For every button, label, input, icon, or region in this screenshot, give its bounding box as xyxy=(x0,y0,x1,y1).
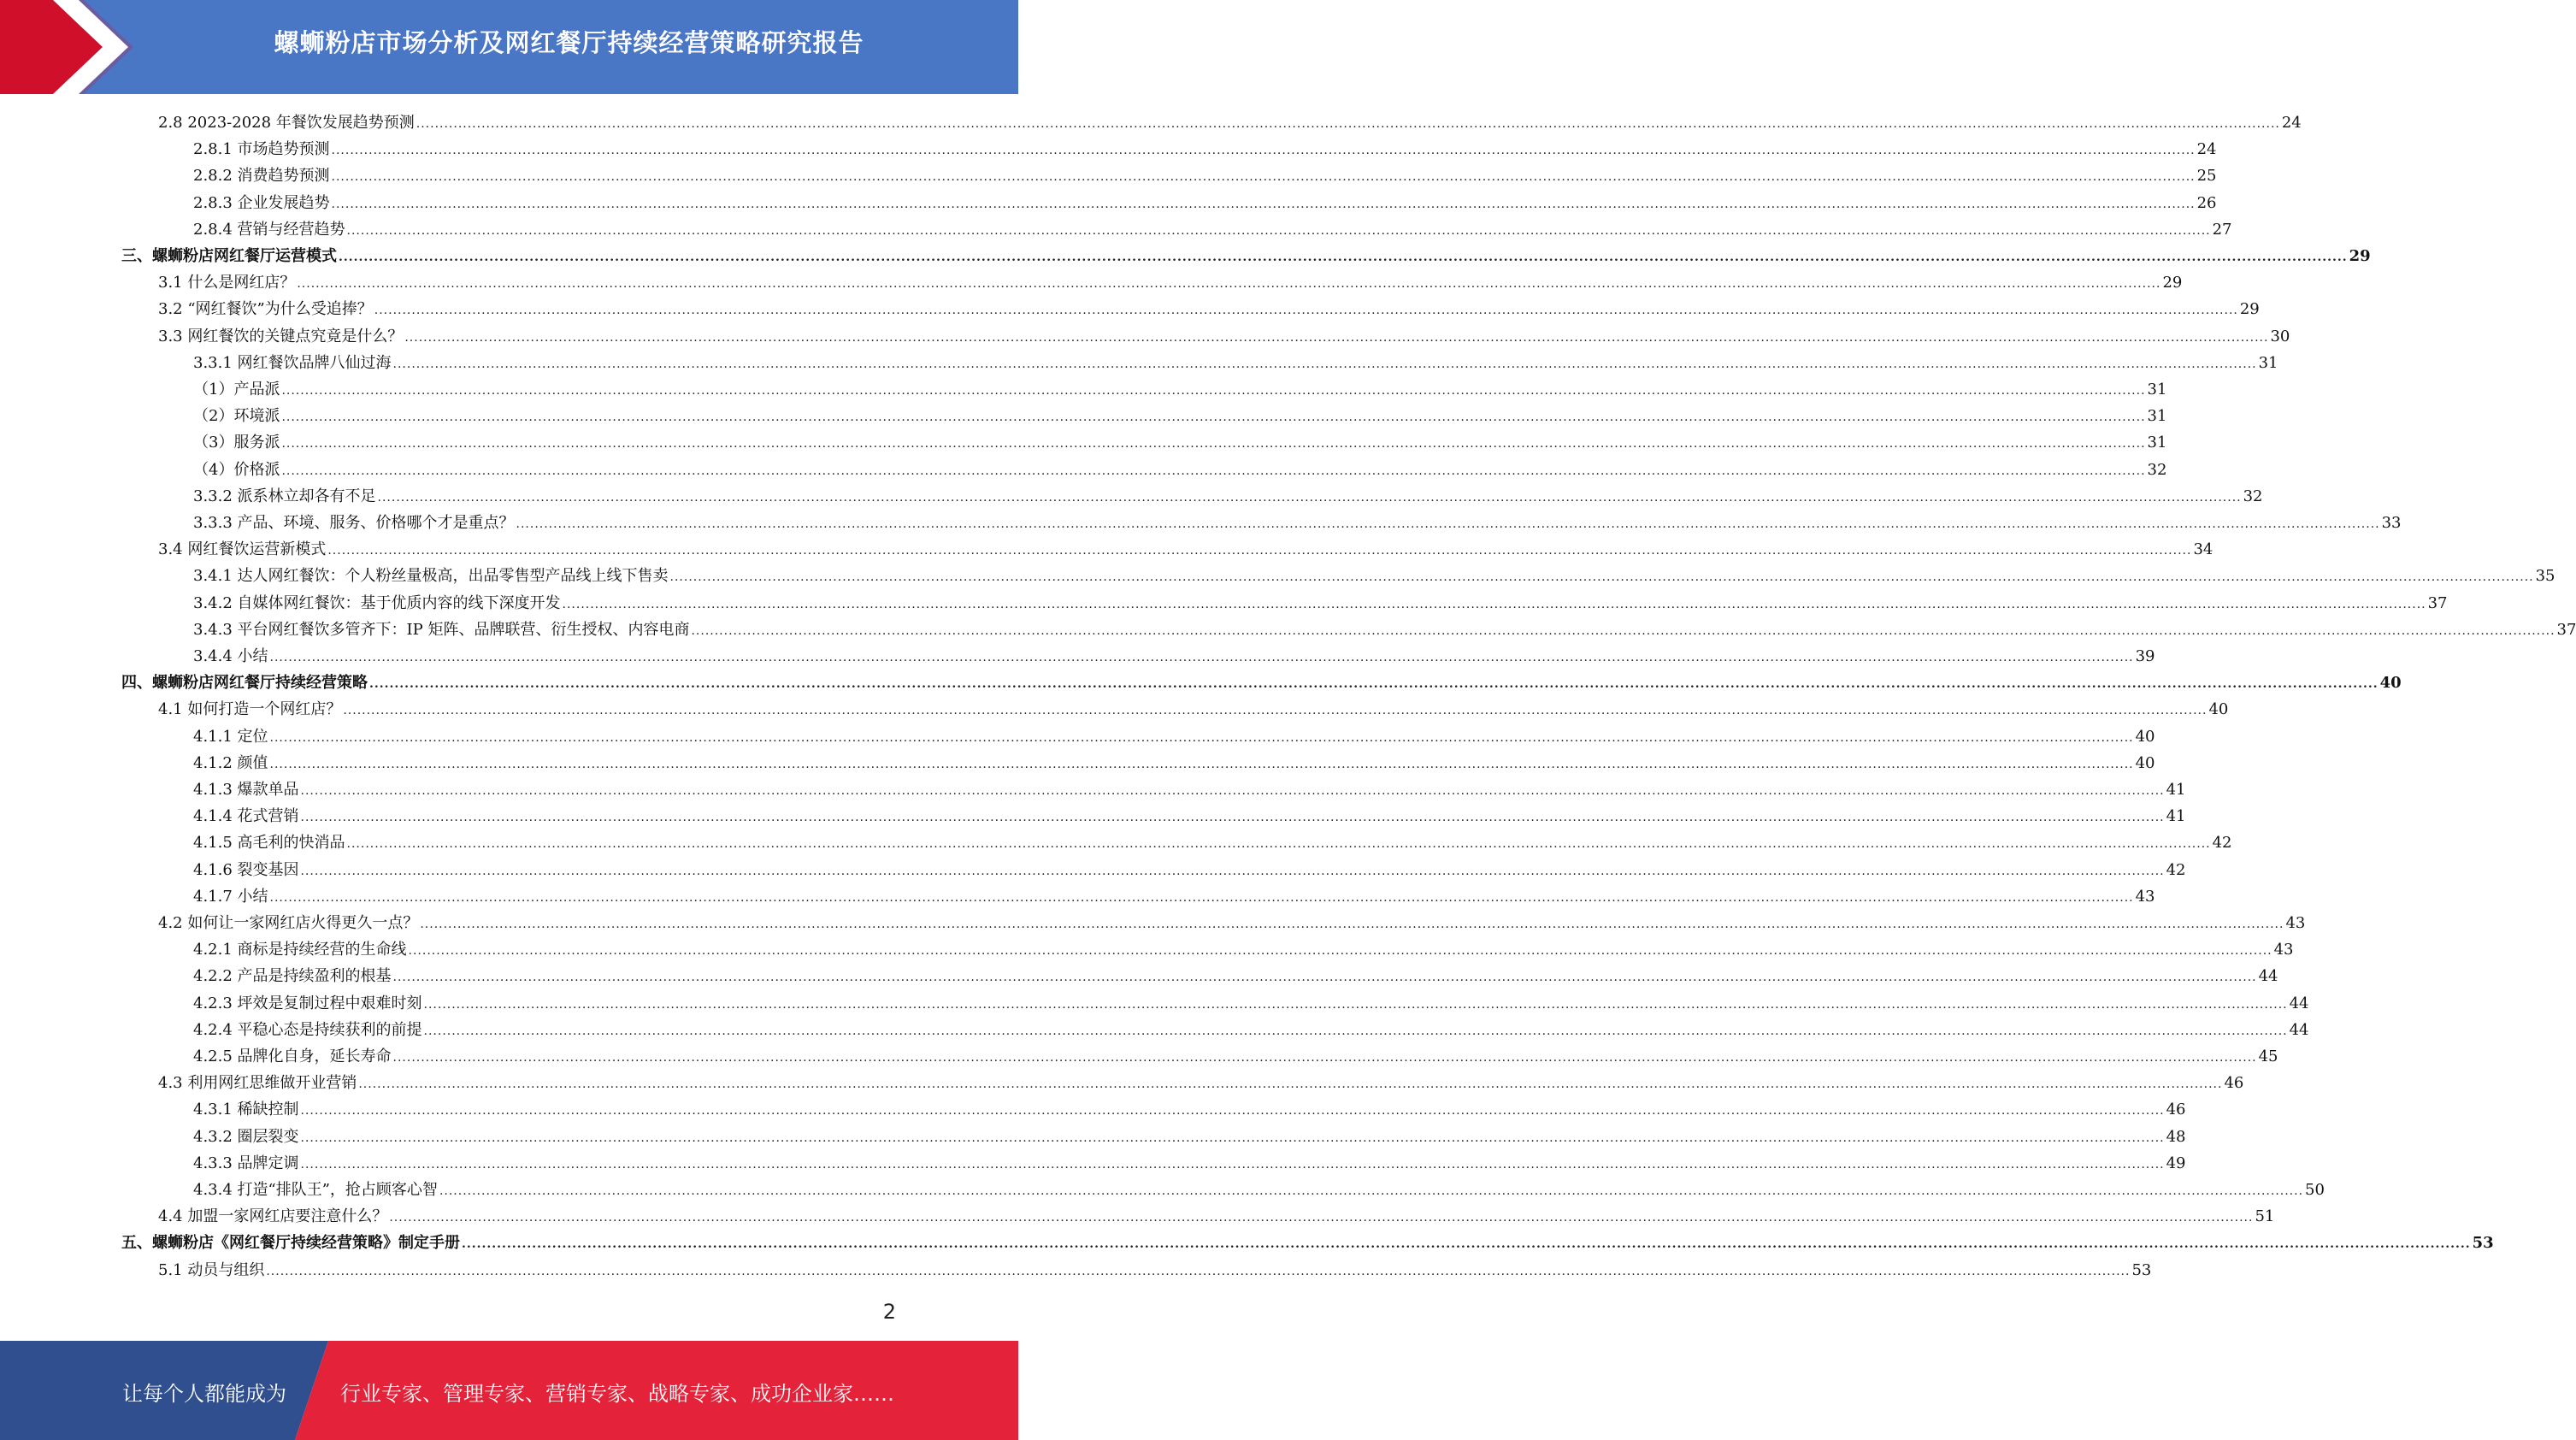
toc-leader-dots: ................................................................................................................................................................................................................................................................................................................................................................................................................ xyxy=(392,971,2257,985)
toc-entry-label: 4.2.5 品牌化自身，延长寿命 xyxy=(193,1048,392,1065)
toc-entry-page: 31 xyxy=(2147,434,2167,452)
toc-leader-dots: ................................................................................................................................................................................................................................................................................................................................................................................................................ xyxy=(281,410,2146,425)
toc-entry[interactable] xyxy=(193,776,2186,803)
toc-entry[interactable] xyxy=(193,1043,2278,1070)
toc-entry[interactable] xyxy=(193,457,2167,483)
toc-leader-dots: ................................................................................................................................................................................................................................................................................................................................................................................................................ xyxy=(300,784,2165,798)
toc-entry-label: 五、螺蛳粉店《网红餐厅持续经营策略》制定手册 xyxy=(121,1234,460,1253)
toc-entry-page: 40 xyxy=(2135,753,2155,772)
toc-leader-dots: ................................................................................................................................................................................................................................................................................................................................................................................................................ xyxy=(420,918,2284,931)
toc-entry-page: 31 xyxy=(2147,381,2167,398)
toc-entry-label: 3.3 网红餐饮的关键点究竟是什么？ xyxy=(158,327,404,345)
toc-entry[interactable] xyxy=(193,963,2278,989)
toc-entry-label: 4.2 如何让一家网红店火得更久一点？ xyxy=(158,914,419,932)
toc-entry-label: 4.3 利用网红思维做开业营销 xyxy=(158,1074,357,1093)
toc-entry-label: 2.8.1 市场趋势预测 xyxy=(193,140,330,159)
toc-leader-dots: ................................................................................................................................................................................................................................................................................................................................................................................................................ xyxy=(269,651,2134,664)
toc-entry-page: 44 xyxy=(2258,967,2278,986)
toc-leader-dots: ................................................................................................................................................................................................................................................................................................................................................................................................................ xyxy=(408,944,2272,959)
toc-entry-page: 33 xyxy=(2381,514,2402,532)
toc-entry[interactable] xyxy=(158,1203,2275,1230)
toc-entry-label: 3.3.3 产品、环境、服务、价格哪个才是重点？ xyxy=(193,514,515,532)
footer-slogan-left: 让每个人都能成为 xyxy=(122,1382,286,1406)
toc-entry-page: 43 xyxy=(2273,941,2294,959)
toc-entry-page: 35 xyxy=(2535,567,2555,586)
toc-leader-dots: ................................................................................................................................................................................................................................................................................................................................................................................................................ xyxy=(423,1024,2288,1038)
toc-entry-page: 30 xyxy=(2270,327,2290,345)
toc-entry-label: 3.4.3 平台网红餐饮多管齐下：IP 矩阵、品牌联营、衍生授权、内容电商 xyxy=(193,620,690,639)
toc-entry-label: 4.3.1 稀缺控制 xyxy=(193,1101,299,1119)
toc-entry-page: 37 xyxy=(2427,593,2448,612)
toc-entry[interactable] xyxy=(193,643,2155,670)
toc-entry-label: 4.1.2 颜值 xyxy=(193,753,268,772)
toc-leader-dots: ................................................................................................................................................................................................................................................................................................................................................................................................................ xyxy=(669,570,2534,585)
toc-leader-dots: ................................................................................................................................................................................................................................................................................................................................................................................................................ xyxy=(377,490,2242,505)
toc-entry-label: 四、螺蛳粉店网红餐厅持续经营策略 xyxy=(121,674,368,693)
toc-entry-label: （4）价格派 xyxy=(193,460,280,479)
toc-entry[interactable] xyxy=(193,617,2576,643)
toc-leader-dots: ................................................................................................................................................................................................................................................................................................................................................................................................................ xyxy=(269,757,2134,771)
toc-entry-label: 4.1.1 定位 xyxy=(193,727,268,746)
toc-leader-dots: ................................................................................................................................................................................................................................................................................................................................................................................................................ xyxy=(331,144,2196,158)
toc-entry-page: 53 xyxy=(2472,1234,2494,1253)
toc-entry[interactable] xyxy=(193,1096,2186,1123)
toc-entry[interactable] xyxy=(193,883,2155,910)
toc-entry-page: 32 xyxy=(2147,460,2167,479)
toc-entry[interactable] xyxy=(158,296,2260,322)
toc-entry[interactable] xyxy=(193,563,2555,589)
toc-entry-page: 41 xyxy=(2166,781,2186,799)
toc-entry-page: 48 xyxy=(2166,1127,2186,1146)
toc-entry-label: 5.1 动员与组织 xyxy=(158,1260,265,1279)
toc-entry-page: 29 xyxy=(2349,247,2371,265)
toc-entry-page: 40 xyxy=(2208,700,2229,719)
toc-entry-label: （1）产品派 xyxy=(193,381,280,398)
toc-entry-label: （2）环境派 xyxy=(193,407,280,426)
toc-entry-label: 3.4.2 自媒体网红餐饮：基于优质内容的线下深度开发 xyxy=(193,593,561,612)
toc-leader-dots: ................................................................................................................................................................................................................................................................................................................................................................................................................ xyxy=(300,864,2165,878)
toc-entry[interactable] xyxy=(193,510,2402,536)
toc-entry-page: 31 xyxy=(2258,353,2278,372)
toc-entry-page: 41 xyxy=(2166,807,2186,826)
toc-entry[interactable] xyxy=(193,136,2217,162)
toc-leader-dots: ................................................................................................................................................................................................................................................................................................................................................................................................................ xyxy=(392,1051,2257,1065)
toc-leader-dots: ................................................................................................................................................................................................................................................................................................................................................................................................................ xyxy=(389,1211,2254,1225)
toc-entry-label: 4.2.4 平稳心态是持续获利的前提 xyxy=(193,1020,422,1039)
toc-entry-label: 2.8 2023-2028 年餐饮发展趋势预测 xyxy=(158,114,415,132)
toc-entry-page: 44 xyxy=(2289,1020,2309,1039)
report-title: 螺蛳粉店市场分析及网红餐厅持续经营策略研究报告 xyxy=(274,28,864,57)
toc-leader-dots: ................................................................................................................................................................................................................................................................................................................................................................................................................ xyxy=(269,730,2134,745)
toc-entry-page: 37 xyxy=(2556,620,2576,639)
toc-entry-page: 45 xyxy=(2258,1048,2278,1065)
toc-entry[interactable] xyxy=(193,1124,2186,1150)
toc-entry-label: 3.4 网红餐饮运营新模式 xyxy=(158,540,327,559)
toc-entry-label: 3.3.2 派系林立却各有不足 xyxy=(193,487,376,505)
toc-entry-page: 46 xyxy=(2224,1074,2244,1093)
toc-entry-page: 31 xyxy=(2147,407,2167,426)
toc-entry-page: 42 xyxy=(2212,834,2232,853)
toc-entry-label: 2.8.3 企业发展趋势 xyxy=(193,193,330,212)
toc-entry-page: 40 xyxy=(2379,674,2402,693)
toc-entry-page: 26 xyxy=(2196,193,2217,212)
toc-entry[interactable] xyxy=(158,323,2290,350)
toc-entry[interactable] xyxy=(193,216,2232,243)
toc-entry-label: 4.1.7 小结 xyxy=(193,887,268,906)
page-footer xyxy=(0,1341,1018,1440)
toc-entry-page: 24 xyxy=(2196,140,2217,159)
toc-leader-dots: ................................................................................................................................................................................................................................................................................................................................................................................................................ xyxy=(346,223,2211,238)
toc-entry-label: 2.8.4 营销与经营趋势 xyxy=(193,220,345,239)
toc-entry-page: 40 xyxy=(2135,727,2155,746)
toc-entry[interactable] xyxy=(193,162,2217,189)
toc-entry-label: 4.2.1 商标是持续经营的生命线 xyxy=(193,941,407,959)
toc-entry[interactable] xyxy=(121,1230,2494,1256)
toc-entry[interactable] xyxy=(193,350,2278,376)
toc-entry-label: 4.1 如何打造一个网红店？ xyxy=(158,700,342,719)
toc-entry[interactable] xyxy=(158,1070,2244,1096)
page-header xyxy=(0,0,1018,94)
toc-entry-label: 4.2.2 产品是持续盈利的根基 xyxy=(193,967,392,986)
toc-leader-dots: ................................................................................................................................................................................................................................................................................................................................................................................................................ xyxy=(691,623,2555,638)
toc-entry[interactable] xyxy=(193,429,2167,456)
toc-leader-dots: ................................................................................................................................................................................................................................................................................................................................................................................................................ xyxy=(423,997,2288,1012)
toc-entry-page: 49 xyxy=(2166,1154,2186,1172)
page-number: 2 xyxy=(882,1300,896,1324)
toc-entry-page: 25 xyxy=(2196,167,2217,186)
toc-entry-page: 27 xyxy=(2212,220,2232,239)
toc-entry[interactable] xyxy=(193,376,2167,403)
toc-leader-dots: ................................................................................................................................................................................................................................................................................................................................................................................................................ xyxy=(300,811,2165,825)
toc-entry[interactable] xyxy=(121,670,2402,696)
toc-entry-label: 3.1 什么是网红店？ xyxy=(158,274,296,292)
toc-entry-label: 4.2.3 坪效是复制过程中艰难时刻 xyxy=(193,994,422,1012)
toc-entry-label: 3.4.1 达人网红餐饮：个人粉丝量极高，出品零售型产品线上线下售卖 xyxy=(193,567,669,586)
toc-entry[interactable] xyxy=(193,1017,2309,1043)
toc-entry[interactable] xyxy=(121,243,2371,269)
toc-entry-label: 4.1.3 爆款单品 xyxy=(193,781,299,799)
toc-entry-page: 42 xyxy=(2166,860,2186,879)
toc-entry-label: 4.3.3 品牌定调 xyxy=(193,1154,299,1172)
toc-leader-dots: ................................................................................................................................................................................................................................................................................................................................................................................................................ xyxy=(327,544,2192,558)
footer-slogan-right: 行业专家、管理专家、营销专家、战略专家、成功企业家…… xyxy=(340,1382,894,1406)
toc-leader-dots: ................................................................................................................................................................................................................................................................................................................................................................................................................ xyxy=(404,330,2269,345)
toc-leader-dots: ................................................................................................................................................................................................................................................................................................................................................................................................................ xyxy=(416,117,2280,131)
toc-entry[interactable] xyxy=(158,1257,2152,1284)
toc-entry-label: 4.1.4 花式营销 xyxy=(193,807,299,826)
toc-leader-dots: ................................................................................................................................................................................................................................................................................................................................................................................................................ xyxy=(297,277,2161,292)
toc-entry-label: 4.3.4 打造“排队王”，抢占顾客心智 xyxy=(193,1181,438,1199)
toc-entry[interactable] xyxy=(158,269,2183,296)
toc-entry[interactable] xyxy=(193,829,2232,856)
toc-leader-dots: ................................................................................................................................................................................................................................................................................................................................................................................................................ xyxy=(462,1237,2471,1252)
toc-entry-label: 4.4 加盟一家网红店要注意什么？ xyxy=(158,1207,388,1226)
toc-leader-dots: ................................................................................................................................................................................................................................................................................................................................................................................................................ xyxy=(374,304,2238,318)
toc-leader-dots: ................................................................................................................................................................................................................................................................................................................................................................................................................ xyxy=(281,384,2146,398)
toc-leader-dots: ................................................................................................................................................................................................................................................................................................................................................................................................................ xyxy=(392,357,2257,371)
toc-entry-page: 44 xyxy=(2289,994,2309,1012)
toc-leader-dots: ................................................................................................................................................................................................................................................................................................................................................................................................................ xyxy=(346,837,2211,852)
toc-leader-dots: ................................................................................................................................................................................................................................................................................................................................................................................................................ xyxy=(358,1077,2223,1092)
toc-entry-page: 46 xyxy=(2166,1101,2186,1119)
toc-entry[interactable] xyxy=(193,803,2186,829)
toc-entry-page: 39 xyxy=(2135,647,2155,665)
toc-leader-dots: ................................................................................................................................................................................................................................................................................................................................................................................................................ xyxy=(369,677,2379,692)
toc-entry[interactable] xyxy=(193,750,2155,776)
toc-entry-label: 三、螺蛳粉店网红餐厅运营模式 xyxy=(121,247,337,265)
toc-entry-page: 43 xyxy=(2135,887,2155,906)
toc-entry[interactable] xyxy=(193,857,2186,883)
toc-entry[interactable] xyxy=(193,483,2263,510)
toc-entry-page: 29 xyxy=(2162,274,2183,292)
toc-entry[interactable] xyxy=(193,1150,2186,1177)
toc-entry-label: 3.2 “网红餐饮”为什么受追捧？ xyxy=(158,300,373,319)
toc-entry[interactable] xyxy=(193,723,2155,750)
toc-leader-dots: ................................................................................................................................................................................................................................................................................................................................................................................................................ xyxy=(300,1104,2165,1118)
toc-leader-dots: ................................................................................................................................................................................................................................................................................................................................................................................................................ xyxy=(331,197,2196,211)
toc-entry-page: 53 xyxy=(2131,1260,2152,1279)
toc-leader-dots: ................................................................................................................................................................................................................................................................................................................................................................................................................ xyxy=(339,251,2348,264)
toc-entry-page: 29 xyxy=(2239,300,2260,319)
toc-entry-label: 2.8.2 消费趋势预测 xyxy=(193,167,330,186)
toc-entry-page: 51 xyxy=(2255,1207,2275,1226)
toc-entry[interactable] xyxy=(158,109,2302,136)
toc-leader-dots: ................................................................................................................................................................................................................................................................................................................................................................................................................ xyxy=(516,517,2380,531)
toc-leader-dots: ................................................................................................................................................................................................................................................................................................................................................................................................................ xyxy=(300,1130,2165,1145)
toc-leader-dots: ................................................................................................................................................................................................................................................................................................................................................................................................................ xyxy=(300,1157,2165,1171)
toc-entry-label: 4.3.2 圈层裂变 xyxy=(193,1127,299,1146)
toc-entry-page: 43 xyxy=(2285,914,2306,932)
toc-entry-page: 50 xyxy=(2305,1181,2325,1199)
toc-leader-dots: ................................................................................................................................................................................................................................................................................................................................................................................................................ xyxy=(331,170,2196,185)
toc-entry-label: （3）服务派 xyxy=(193,434,280,452)
toc-entry-page: 34 xyxy=(2193,540,2213,559)
toc-leader-dots: ................................................................................................................................................................................................................................................................................................................................................................................................................ xyxy=(269,890,2134,905)
toc-leader-dots: ................................................................................................................................................................................................................................................................................................................................................................................................................ xyxy=(343,704,2208,718)
toc-entry-label: 3.4.4 小结 xyxy=(193,647,268,665)
toc-entry[interactable] xyxy=(193,936,2294,963)
toc-leader-dots: ................................................................................................................................................................................................................................................................................................................................................................................................................ xyxy=(281,437,2146,451)
toc-entry[interactable] xyxy=(158,910,2306,936)
toc-leader-dots: ................................................................................................................................................................................................................................................................................................................................................................................................................ xyxy=(266,1264,2131,1278)
toc-entry-page: 32 xyxy=(2243,487,2263,505)
toc-entry[interactable] xyxy=(193,190,2217,216)
toc-entry-page: 24 xyxy=(2281,114,2302,132)
toc-entry[interactable] xyxy=(158,696,2229,723)
toc-entry-label: 3.3.1 网红餐饮品牌八仙过海 xyxy=(193,353,392,372)
toc-entry[interactable] xyxy=(158,536,2213,563)
toc-entry-label: 4.1.5 高毛利的快消品 xyxy=(193,834,345,853)
toc-entry[interactable] xyxy=(193,403,2167,429)
toc-entry-label: 4.1.6 裂变基因 xyxy=(193,860,299,879)
arrow-decoration-icon xyxy=(0,0,145,94)
toc-entry[interactable] xyxy=(193,590,2448,617)
toc-entry[interactable] xyxy=(193,990,2309,1017)
toc-leader-dots: ................................................................................................................................................................................................................................................................................................................................................................................................................ xyxy=(439,1184,2304,1198)
toc-leader-dots: ................................................................................................................................................................................................................................................................................................................................................................................................................ xyxy=(281,463,2146,478)
toc-leader-dots: ................................................................................................................................................................................................................................................................................................................................................................................................................ xyxy=(562,597,2426,611)
toc-entry[interactable] xyxy=(193,1177,2325,1203)
